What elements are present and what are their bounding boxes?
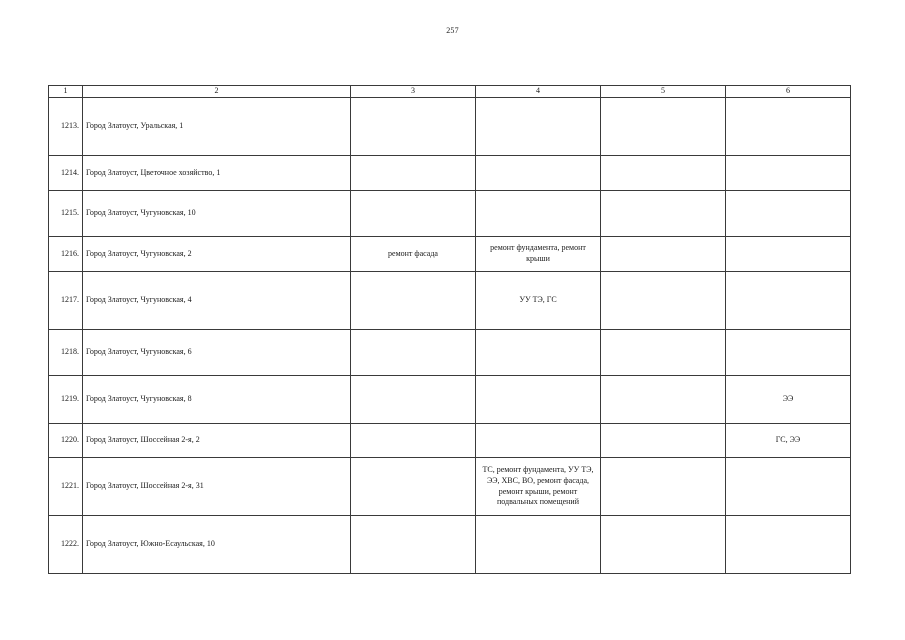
column-header-4: 4 [476, 86, 601, 98]
row-number: 1220. [49, 424, 83, 458]
row-number: 1218. [49, 330, 83, 376]
table-row [49, 330, 851, 376]
col4-cell: ТС, ремонт фундамента, УУ ТЭ, ЭЭ, ХВС, ВО, ремонт фасада, ремонт крыши, ремонт подвальных помещений [476, 458, 601, 516]
table-row [49, 424, 851, 458]
col4-cell [476, 376, 601, 424]
col5-cell [601, 156, 726, 191]
col6-cell [726, 237, 851, 272]
col4-cell: УУ ТЭ, ГС [476, 272, 601, 330]
row-number: 1222. [49, 516, 83, 574]
col3-cell [351, 424, 476, 458]
row-number: 1221. [49, 458, 83, 516]
address-cell: Город Златоуст, Шоссейная 2-я, 2 [83, 424, 351, 458]
col3-cell [351, 272, 476, 330]
address-cell: Город Златоуст, Чугуновская, 4 [83, 272, 351, 330]
row-number: 1217. [49, 272, 83, 330]
col5-cell [601, 376, 726, 424]
col3-cell [351, 156, 476, 191]
col3-cell [351, 376, 476, 424]
col6-cell [726, 272, 851, 330]
address-cell: Город Златоуст, Чугуновская, 2 [83, 237, 351, 272]
col4-cell [476, 424, 601, 458]
col6-cell [726, 191, 851, 237]
table-row [49, 458, 851, 516]
col4-cell [476, 156, 601, 191]
col5-cell [601, 191, 726, 237]
col5-cell [601, 424, 726, 458]
column-header-2: 2 [83, 86, 351, 98]
row-number: 1213. [49, 98, 83, 156]
col4-cell [476, 191, 601, 237]
col3-cell [351, 458, 476, 516]
page-number: 257 [446, 26, 459, 35]
col5-cell [601, 330, 726, 376]
table-row [49, 516, 851, 574]
table-row [49, 272, 851, 330]
column-header-6: 6 [726, 86, 851, 98]
address-cell: Город Златоуст, Шоссейная 2-я, 31 [83, 458, 351, 516]
col5-cell [601, 516, 726, 574]
address-table [48, 85, 851, 574]
address-cell: Город Златоуст, Чугуновская, 6 [83, 330, 351, 376]
col5-cell [601, 98, 726, 156]
col6-cell [726, 98, 851, 156]
col4-cell: ремонт фундамента, ремонт крыши [476, 237, 601, 272]
col3-cell [351, 98, 476, 156]
address-cell: Город Златоуст, Южно-Есаульская, 10 [83, 516, 351, 574]
address-cell: Город Златоуст, Уральская, 1 [83, 98, 351, 156]
col5-cell [601, 237, 726, 272]
column-header-3: 3 [351, 86, 476, 98]
col3-cell [351, 191, 476, 237]
table-row [49, 191, 851, 237]
column-header-5: 5 [601, 86, 726, 98]
col4-cell [476, 98, 601, 156]
column-header-1: 1 [49, 86, 83, 98]
table-row [49, 237, 851, 272]
row-number: 1215. [49, 191, 83, 237]
column-number-row [49, 86, 851, 98]
col4-cell [476, 516, 601, 574]
col5-cell [601, 458, 726, 516]
col3-cell [351, 330, 476, 376]
row-number: 1214. [49, 156, 83, 191]
col5-cell [601, 272, 726, 330]
table-row [49, 156, 851, 191]
col3-cell [351, 516, 476, 574]
col3-cell: ремонт фасада [351, 237, 476, 272]
col6-cell [726, 156, 851, 191]
col4-cell [476, 330, 601, 376]
row-number: 1216. [49, 237, 83, 272]
address-cell: Город Златоуст, Чугуновская, 10 [83, 191, 351, 237]
address-cell: Город Златоуст, Чугуновская, 8 [83, 376, 351, 424]
col6-cell [726, 516, 851, 574]
row-number: 1219. [49, 376, 83, 424]
col6-cell: ГС, ЭЭ [726, 424, 851, 458]
col6-cell [726, 330, 851, 376]
address-cell: Город Златоуст, Цветочное хозяйство, 1 [83, 156, 351, 191]
table-row [49, 98, 851, 156]
col6-cell: ЭЭ [726, 376, 851, 424]
table-row [49, 376, 851, 424]
col6-cell [726, 458, 851, 516]
